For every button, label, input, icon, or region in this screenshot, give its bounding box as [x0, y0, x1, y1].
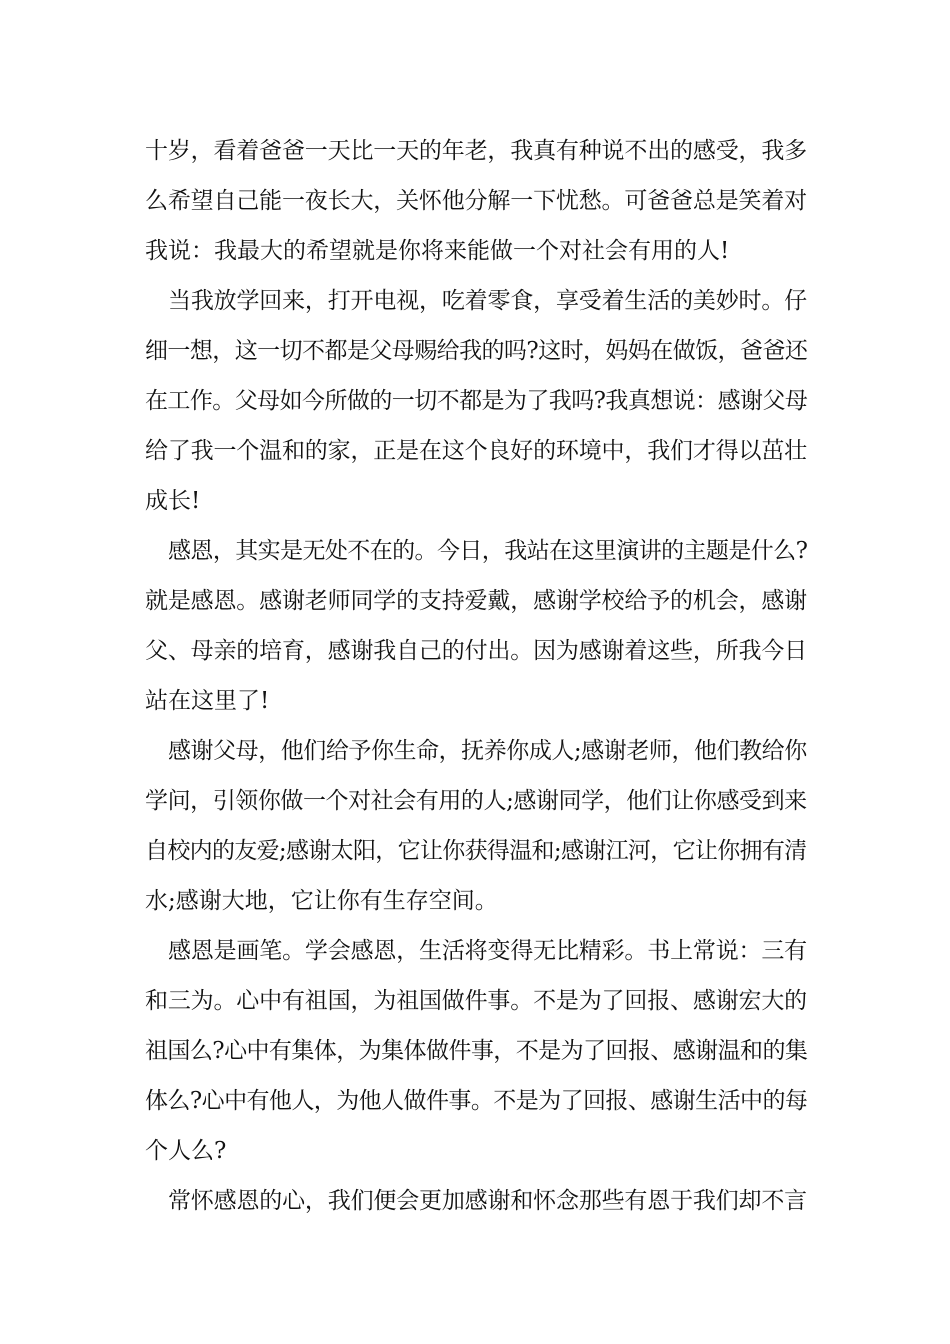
text-line: 细一想，这一切不都是父母赐给我的吗?这时，妈妈在做饭，爸爸还 [145, 338, 808, 364]
text-line: 么希望自己能一夜长大，关怀他分解一下忧愁。可爸爸总是笑着对 [145, 188, 808, 214]
text-line: 成长! [145, 488, 201, 514]
text-line: 学问，引领你做一个对社会有用的人;感谢同学，他们让你感受到来 [145, 788, 807, 814]
text-line: 站在这里了! [145, 688, 270, 714]
text-line: 祖国么?心中有集体，为集体做件事，不是为了回报、感谢温和的集 [145, 1038, 808, 1064]
text-line: 常怀感恩的心，我们便会更加感谢和怀念那些有恩于我们却不言 [168, 1188, 808, 1214]
text-line: 在工作。父母如今所做的一切不都是为了我吗?我真想说：感谢父母 [145, 388, 808, 414]
text-line: 感恩，其实是无处不在的。今日，我站在这里演讲的主题是什么? [168, 538, 808, 564]
text-line: 就是感恩。感谢老师同学的支持爱戴，感谢学校给予的机会，感谢 [145, 588, 808, 614]
text-line: 感恩是画笔。学会感恩，生活将变得无比精彩。书上常说：三有 [168, 938, 808, 964]
text-line: 个人么? [145, 1138, 227, 1164]
text-line: 感谢父母，他们给予你生命，抚养你成人;感谢老师，他们教给你 [168, 738, 807, 764]
text-line: 水;感谢大地，它让你有生存空间。 [145, 888, 498, 914]
document-text-body [145, 126, 807, 1226]
text-line: 我说：我最大的希望就是你将来能做一个对社会有用的人! [145, 238, 730, 264]
text-line: 和三为。心中有祖国，为祖国做件事。不是为了回报、感谢宏大的 [145, 988, 808, 1014]
text-line: 当我放学回来，打开电视，吃着零食，享受着生活的美妙时。仔 [168, 288, 808, 314]
text-line: 体么?心中有他人，为他人做件事。不是为了回报、感谢生活中的每 [145, 1088, 808, 1114]
text-line: 自校内的友爱;感谢太阳，它让你获得温和;感谢江河，它让你拥有清 [145, 838, 807, 864]
text-line: 给了我一个温和的家，正是在这个良好的环境中，我们才得以茁壮 [145, 438, 808, 464]
text-line: 父、母亲的培育，感谢我自己的付出。因为感谢着这些，所我今日 [145, 638, 808, 664]
text-line: 十岁，看着爸爸一天比一天的年老，我真有种说不出的感受，我多 [145, 138, 808, 164]
